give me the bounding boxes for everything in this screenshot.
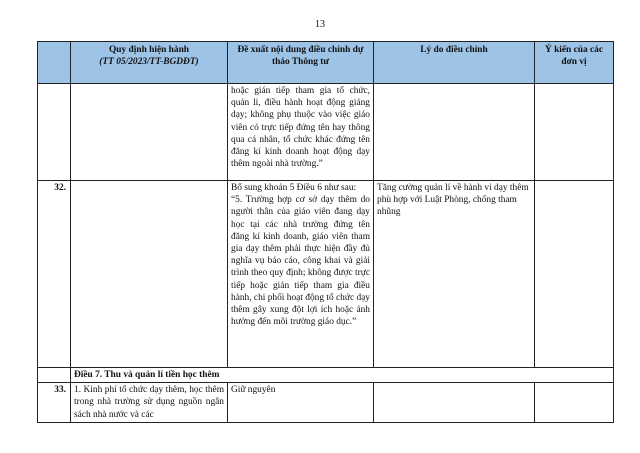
row-proposal — [228, 181, 374, 368]
header-current-ref: (TT 05/2023/TT-BGDĐT) — [99, 57, 199, 68]
row-reason — [374, 383, 535, 423]
row-number: 33. — [38, 383, 71, 423]
row-opinion — [535, 84, 614, 181]
section-row — [38, 368, 614, 383]
table-header-row — [38, 42, 614, 84]
header-number — [38, 42, 71, 84]
section-number — [38, 368, 71, 383]
row-opinion — [535, 383, 614, 423]
row-reason — [374, 84, 535, 181]
row-current — [71, 181, 228, 368]
section-title: Điều 7. Thu và quản lí tiền học thêm — [71, 368, 614, 383]
row-reason: Tăng cường quản lí về hành vi dạy thêm phù hợp với Luật Phòng, chống tham nhũng — [374, 181, 535, 368]
row-opinion — [535, 181, 614, 368]
row-current: 1. Kinh phí tổ chức dạy thêm, học thêm trong nhà trường sử dụng nguồn ngân sách nhà nước và các — [71, 383, 228, 423]
row-current — [71, 84, 228, 181]
header-proposal: Đề xuất nội dung điều chỉnh dự thảo Thông tư — [228, 42, 374, 84]
header-opinion: Ý kiến của các đơn vị — [535, 42, 614, 84]
header-current-regulation — [71, 42, 228, 84]
table-row — [38, 84, 614, 181]
header-current-title: Quy định hiện hành — [109, 45, 189, 55]
row-proposal: hoặc gián tiếp tham gia tổ chức, quản lí, điều hành hoạt động giảng dạy; không phụ thuộc vào việc giáo viên có trực tiếp đứng tên hay thông qua cá nhân, tổ chức khác đứng tên đăng kí kinh doanh hoạt động dạy thêm ngoài nhà trường.” — [228, 84, 374, 181]
proposal-intro: Bổ sung khoản 5 Điều 6 như sau: — [231, 183, 357, 193]
row-number — [38, 84, 71, 181]
row-proposal: Giữ nguyên — [228, 383, 374, 423]
table-row — [38, 383, 614, 423]
header-reason: Lý do điều chỉnh — [374, 42, 535, 84]
page-number: 13 — [315, 19, 325, 30]
table-row — [38, 181, 614, 368]
comparison-table — [37, 41, 614, 423]
proposal-text: “5. Trường hợp cơ sở dạy thêm do người thân của giáo viên đang dạy học tại các nhà trường đứng tên đăng kí kinh doanh, giáo viên tham gia dạy thêm phải thực hiện đầy đủ nghĩa vụ báo cáo, công khai và giải trình theo quy định; không được trực tiếp hoặc gián tiếp tham gia điều hành, chi phối hoạt động tổ chức dạy thêm gây xung đột lợi ích hoặc ảnh hưởng đến môi trường giáo dục.” — [231, 195, 370, 328]
row-number: 32. — [38, 181, 71, 368]
